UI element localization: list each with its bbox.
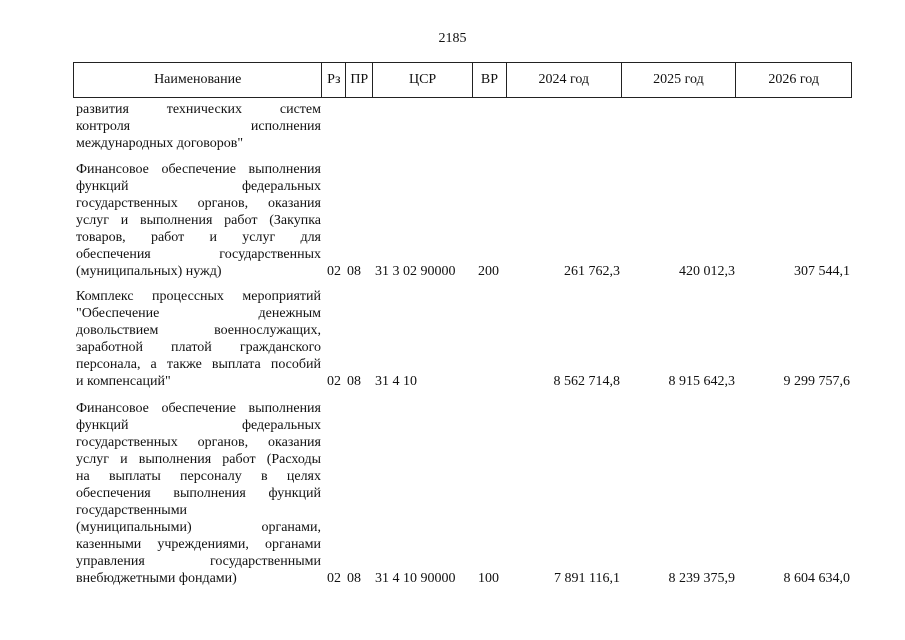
cell-2025: 420 012,3 [679,264,735,279]
table-header [73,62,852,98]
page-number: 2185 [438,31,467,46]
row-name-line: государственных органов, оказания [76,196,321,211]
row-name-line: функций федеральных [76,418,321,433]
cell-vr: 200 [478,264,499,279]
header-rz: Рз [322,63,346,97]
row-name [76,101,321,152]
cell-pr: 08 [347,374,361,389]
row-name-line: обеспечения государственных [76,247,321,262]
row-name-line: функций федеральных [76,179,321,194]
row-name-line: и компенсаций" [76,374,171,389]
row-name-line: товаров, работ и услуг для [76,230,321,245]
row-name [76,288,321,390]
cell-2025: 8 239 375,9 [668,571,735,586]
cell-csr: 31 4 10 90000 [375,571,456,586]
cell-2026: 9 299 757,6 [783,374,850,389]
row-name-line: услуг и выполнения работ (Расходы [76,452,321,467]
row-name-line: внебюджетными фондами) [76,571,237,586]
cell-2024: 261 762,3 [564,264,620,279]
row-name [76,161,321,280]
cell-2024: 8 562 714,8 [553,374,620,389]
table-row [73,161,852,280]
cell-rz: 02 [327,264,341,279]
row-name-line: (муниципальных) нужд) [76,264,222,279]
row-name-line: развития технических систем [76,102,321,117]
row-name-line: персонала, а также выплата пособий [76,357,321,372]
cell-csr: 31 4 10 [375,374,417,389]
row-name-line: на выплаты персоналу в целях [76,469,321,484]
cell-csr: 31 3 02 90000 [375,264,456,279]
row-name [76,400,321,587]
row-name-line: Комплекс процессных мероприятий [76,289,321,304]
header-2025: 2025 год [622,63,737,97]
row-name-line: услуг и выполнения работ (Закупка [76,213,321,228]
cell-2026: 307 544,1 [794,264,850,279]
cell-pr: 08 [347,571,361,586]
header-csr: ЦСР [373,63,473,97]
row-name-line: (муниципальными) органами, [76,520,321,535]
table-row [73,400,852,587]
row-name-line: международных договоров" [76,136,244,151]
row-name-line: Финансовое обеспечение выполнения [76,401,321,416]
row-name-line: контроля исполнения [76,119,321,134]
cell-2024: 7 891 116,1 [554,571,620,586]
header-pr: ПР [346,63,373,97]
row-name-line: государственными [76,503,188,518]
row-name-line: управления государственными [76,554,321,569]
row-name-line: "Обеспечение денежным [76,306,321,321]
header-vr: ВР [473,63,507,97]
row-name-line: государственных органов, оказания [76,435,321,450]
row-name-line: обеспечения выполнения функций [76,486,321,501]
table-row [73,288,852,390]
header-2024: 2024 год [507,63,622,97]
row-name-line: довольствием военнослужащих, [76,323,321,338]
cell-vr: 100 [478,571,499,586]
table-row [73,101,852,152]
cell-rz: 02 [327,374,341,389]
cell-rz: 02 [327,571,341,586]
row-name-line: Финансовое обеспечение выполнения [76,162,321,177]
header-name: Наименование [74,63,322,97]
cell-2026: 8 604 634,0 [783,571,850,586]
cell-pr: 08 [347,264,361,279]
row-name-line: казенными учреждениями, органами [76,537,321,552]
cell-2025: 8 915 642,3 [668,374,735,389]
row-name-line: заработной платой гражданского [76,340,321,355]
header-2026: 2026 год [768,72,819,87]
